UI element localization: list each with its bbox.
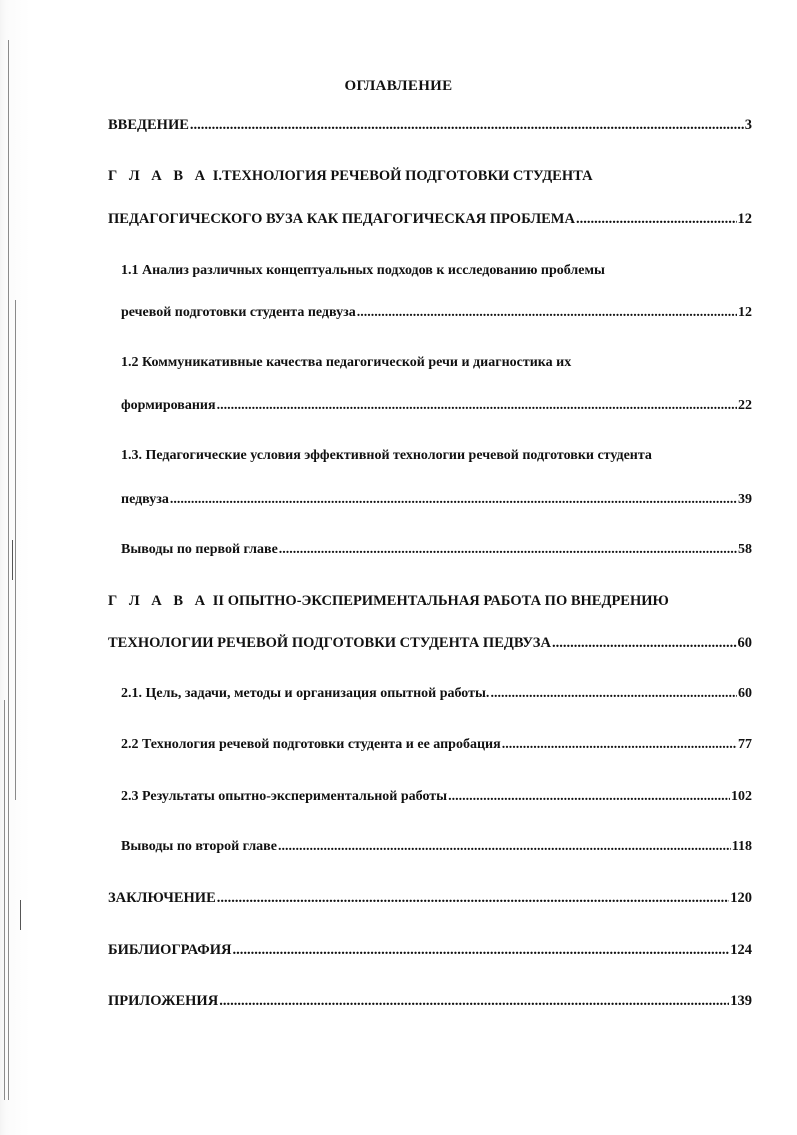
dot-leader <box>278 838 731 856</box>
toc-page-number: 118 <box>731 839 752 854</box>
toc-entry-text: Выводы по второй главе <box>121 839 277 854</box>
toc-entry-text: педвуза <box>121 492 169 507</box>
toc-chapter1-line1[interactable] <box>108 167 593 185</box>
dot-leader <box>502 736 737 754</box>
toc-s11-line2[interactable] <box>121 304 752 322</box>
dot-leader <box>490 685 737 703</box>
toc-title: ОГЛАВЛЕНИЕ <box>344 78 453 94</box>
toc-page-number: 60 <box>738 686 752 701</box>
dot-leader <box>170 491 737 509</box>
scan-streak <box>4 700 5 1100</box>
toc-page-number: 12 <box>738 305 752 320</box>
toc-chapter1-line2[interactable] <box>108 210 752 228</box>
toc-entry-text: 2.3 Результаты опытно-экспериментальной работы <box>121 789 448 804</box>
toc-page-number: 12 <box>737 211 752 227</box>
toc-chapter2-line1[interactable] <box>108 592 669 610</box>
dot-leader <box>576 210 737 228</box>
toc-entry-text: Выводы по первой главе <box>121 542 278 557</box>
toc-page-number: 124 <box>730 942 752 958</box>
chapter-title-part: I.ТЕХНОЛОГИЯ РЕЧЕВОЙ ПОДГОТОВКИ СТУДЕНТА <box>212 168 593 184</box>
toc-s13-line2[interactable] <box>121 491 752 509</box>
toc-s12-line1[interactable]: 1.2 Коммуникативные качества педагогической речи и диагностика их <box>121 355 572 370</box>
scan-streak <box>15 300 16 800</box>
toc-s23[interactable] <box>121 788 752 806</box>
toc-entry-text: ПЕДАГОГИЧЕСКОГО ВУЗА КАК ПЕДАГОГИЧЕСКАЯ ПРОБЛЕМА <box>108 211 575 227</box>
toc-page-number: 60 <box>737 635 752 651</box>
scan-edge <box>0 0 30 1135</box>
scan-streak <box>12 540 13 580</box>
toc-entry-intro[interactable] <box>108 116 752 134</box>
dot-leader <box>279 541 737 559</box>
toc-chapter2-line2[interactable] <box>108 634 752 652</box>
toc-appendix[interactable] <box>108 992 752 1010</box>
dot-leader <box>217 889 729 907</box>
toc-conclusion1[interactable] <box>121 541 752 559</box>
toc-page-number: 77 <box>738 737 752 752</box>
dot-leader <box>219 992 729 1010</box>
toc-s21[interactable] <box>121 685 752 703</box>
toc-page-number: 22 <box>738 398 752 413</box>
chapter-label: Г Л А В А <box>108 168 210 184</box>
toc-page-number: 3 <box>744 117 752 133</box>
toc-entry-text: ВВЕДЕНИЕ <box>108 117 189 133</box>
toc-page-number: 120 <box>730 890 752 906</box>
toc-entry-text: 2.2 Технология речевой подготовки студента и ее апробация <box>121 737 501 752</box>
dot-leader <box>217 397 737 415</box>
toc-entry-text: 2.1. Цель, задачи, методы и организация опытной работы. <box>121 686 490 701</box>
dot-leader <box>357 304 737 322</box>
toc-s12-line2[interactable] <box>121 397 752 415</box>
toc-conclusion2[interactable] <box>121 838 752 856</box>
scan-streak <box>8 40 9 1100</box>
dot-leader <box>448 788 730 806</box>
toc-entry-text: формирования <box>121 398 216 413</box>
dot-leader <box>232 941 729 959</box>
toc-entry-text: ТЕХНОЛОГИИ РЕЧЕВОЙ ПОДГОТОВКИ СТУДЕНТА ПЕДВУЗА <box>108 635 551 651</box>
toc-entry-text: речевой подготовки студента педвуза <box>121 305 356 320</box>
scan-streak <box>20 900 21 930</box>
toc-entry-text: БИБЛИОГРАФИЯ <box>108 942 232 958</box>
toc-s13-line1[interactable]: 1.3. Педагогические условия эффективной технологии речевой подготовки студента <box>121 448 652 463</box>
toc-page-number: 139 <box>730 993 752 1009</box>
toc-page-number: 102 <box>731 789 752 804</box>
toc-page-number: 39 <box>738 492 752 507</box>
toc-entry-text: ЗАКЛЮЧЕНИЕ <box>108 890 216 906</box>
dot-leader <box>190 116 744 134</box>
toc-s11-line1[interactable]: 1.1 Анализ различных концептуальных подходов к исследованию проблемы <box>121 263 605 278</box>
chapter-label: Г Л А В А <box>108 593 210 609</box>
toc-bibliography[interactable] <box>108 941 752 959</box>
toc-s22[interactable] <box>121 736 752 754</box>
toc-final[interactable] <box>108 889 752 907</box>
chapter-title-part: II ОПЫТНО-ЭКСПЕРИМЕНТАЛЬНАЯ РАБОТА ПО ВНЕДРЕНИЮ <box>212 593 669 609</box>
dot-leader <box>552 634 737 652</box>
toc-entry-text: ПРИЛОЖЕНИЯ <box>108 993 219 1009</box>
toc-page-number: 58 <box>738 542 752 557</box>
